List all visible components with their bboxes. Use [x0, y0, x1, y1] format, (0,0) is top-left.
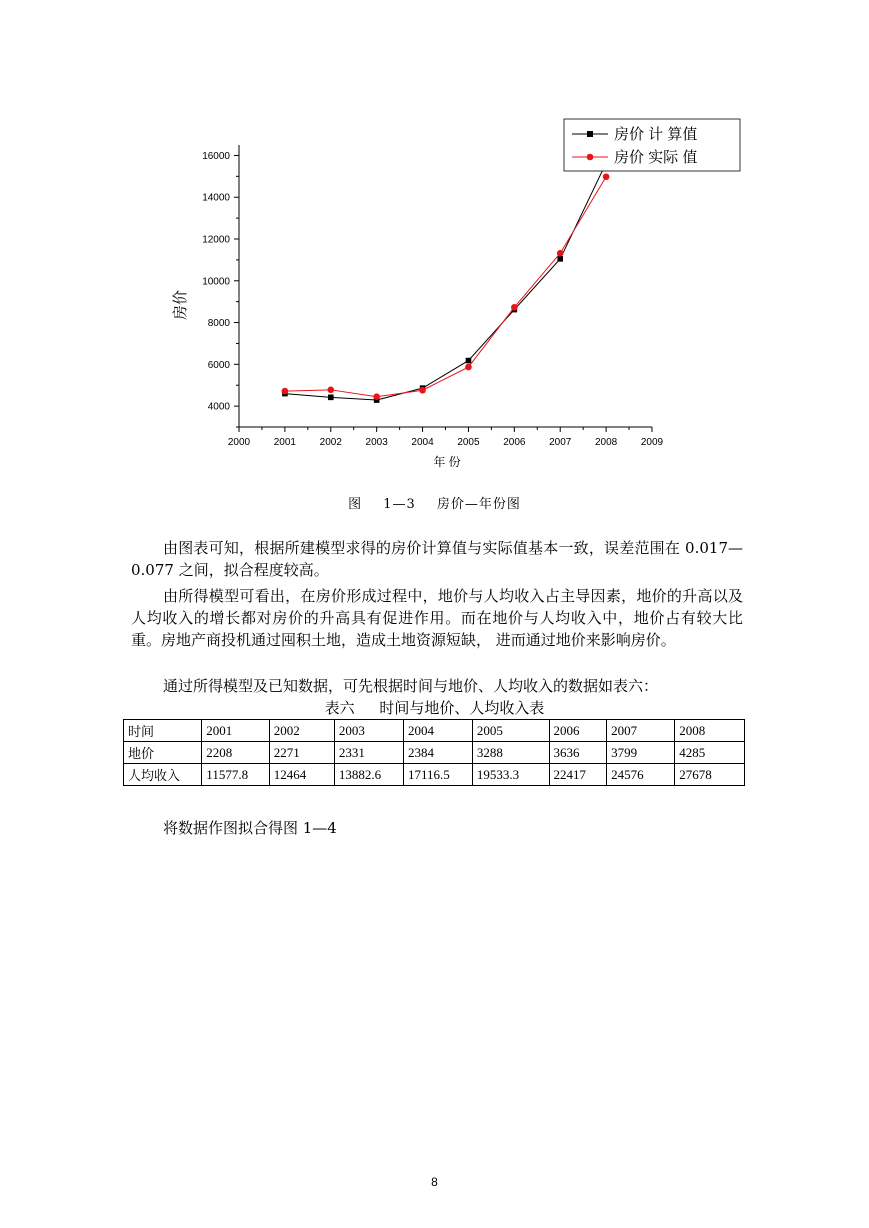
- x-tick-label: 2007: [549, 437, 572, 448]
- figure-caption-number: 1—3: [383, 497, 416, 512]
- data-point-actual: [327, 387, 334, 394]
- table-cell: 13882.6: [334, 764, 403, 786]
- paragraph-model-analysis: 由所得模型可看出，在房价形成过程中，地价与人均收入占主导因素，地价的升高以及人均收入的增长都对房价的升高具有促进作用。而在地价与人均收入中，地价占有较大比重。房地产商投机通过囤积土地，造成土地资源短缺， 进而通过地价来影响房价。: [131, 587, 743, 649]
- data-point-actual: [511, 304, 518, 311]
- table-cell: 11577.8: [202, 764, 269, 786]
- data-point-computed: [328, 395, 334, 401]
- table-cell: 3799: [607, 742, 675, 764]
- table-row-header: 时间: [124, 720, 202, 742]
- table-title: [0, 697, 869, 718]
- paragraph-error-range: 由图表可知，根据所建模型求得的房价计算值与实际值基本一致，误差范围在 0.017—0.077 之间，拟合程度较高。: [131, 539, 743, 579]
- x-tick-label: 2008: [594, 437, 618, 448]
- table-cell: 2331: [334, 742, 403, 764]
- figure-caption-title: 房价—年份图: [436, 497, 521, 512]
- table-cell: 2007: [607, 720, 675, 742]
- table-cell: 2001: [202, 720, 269, 742]
- table-label: 表六: [324, 699, 355, 717]
- table-cell: 3636: [549, 742, 607, 764]
- table-cell: 24576: [607, 764, 675, 786]
- table-cell: 3288: [472, 742, 549, 764]
- y-tick-label: 8000: [207, 318, 230, 330]
- table-cell: 22417: [549, 764, 607, 786]
- table-row: [124, 720, 745, 742]
- legend-label: 房价 实际 值: [614, 149, 698, 166]
- chart-legend: [564, 119, 740, 171]
- table-cell: 2002: [269, 720, 334, 742]
- table-title-text: 时间与地价、人均收入表: [379, 699, 545, 717]
- house-price-chart: [160, 115, 760, 475]
- table-row-header: 地价: [124, 742, 202, 764]
- table-cell: 2271: [269, 742, 334, 764]
- figure-caption: [0, 493, 869, 512]
- paragraph-fit-figure: 将数据作图拟合得图 1—4: [163, 819, 337, 837]
- data-point-actual: [373, 393, 380, 400]
- x-tick-label: 2005: [457, 437, 480, 448]
- legend-marker-circle: [587, 154, 594, 161]
- legend-label: 房价 计 算值: [614, 126, 698, 143]
- y-axis-label: 房价: [172, 289, 189, 321]
- chart-series: [282, 160, 610, 403]
- figure-caption-label: 图: [348, 497, 363, 512]
- data-point-actual: [603, 173, 610, 180]
- y-tick-label: 6000: [207, 359, 230, 371]
- y-tick-label: 12000: [202, 234, 230, 246]
- paragraph-table-intro: 通过所得模型及已知数据，可先根据时间与地价、人均收入的数据如表六：: [163, 677, 659, 695]
- table-cell: 2004: [403, 720, 472, 742]
- data-point-actual: [465, 364, 472, 371]
- table-cell: 2005: [472, 720, 549, 742]
- x-tick-label: 2009: [640, 437, 664, 448]
- data-point-actual: [282, 388, 289, 395]
- table-row: [124, 764, 745, 786]
- x-tick-label: 2003: [365, 437, 388, 448]
- data-point-computed: [557, 256, 563, 262]
- data-point-computed: [466, 358, 472, 364]
- table-row-header: 人均收入: [124, 764, 202, 786]
- data-point-actual: [557, 250, 564, 257]
- x-tick-label: 2002: [319, 437, 342, 448]
- page-number: 8: [431, 1175, 438, 1189]
- table-cell: 4285: [675, 742, 745, 764]
- legend-marker-square: [587, 131, 593, 137]
- table-row: [124, 742, 745, 764]
- x-tick-label: 2004: [411, 437, 434, 448]
- data-point-actual: [419, 387, 426, 394]
- table-cell: 2384: [403, 742, 472, 764]
- chart-axes: [239, 145, 652, 427]
- x-axis-label: 年 份: [433, 455, 461, 469]
- table-cell: 27678: [675, 764, 745, 786]
- data-table: [123, 719, 745, 786]
- table-cell: 12464: [269, 764, 334, 786]
- table-cell: 2006: [549, 720, 607, 742]
- y-tick-label: 16000: [202, 150, 230, 162]
- table-cell: 2003: [334, 720, 403, 742]
- y-tick-label: 4000: [207, 401, 230, 413]
- table-cell: 2208: [202, 742, 269, 764]
- table-cell: 2008: [675, 720, 745, 742]
- series-line-computed: [285, 163, 606, 400]
- series-line-actual: [285, 177, 606, 397]
- y-tick-label: 14000: [202, 192, 230, 204]
- x-tick-label: 2000: [227, 437, 251, 448]
- table-cell: 17116.5: [403, 764, 472, 786]
- x-tick-label: 2001: [273, 437, 297, 448]
- x-tick-label: 2006: [503, 437, 526, 448]
- table-cell: 19533.3: [472, 764, 549, 786]
- y-tick-label: 10000: [202, 276, 230, 288]
